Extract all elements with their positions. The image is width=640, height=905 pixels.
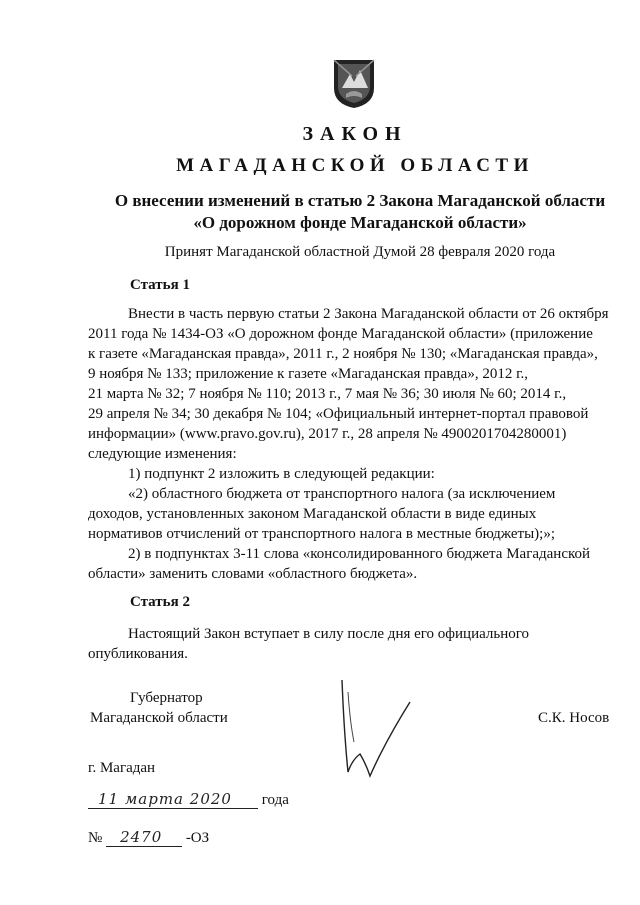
signatory-name: С.К. Носов	[538, 710, 610, 726]
article2-heading: Статья 2	[130, 594, 190, 610]
article2-paragraph	[88, 624, 611, 664]
text-line: 29 апреля № 34; 30 декабря № 104; «Официальный интернет-портал правовой	[88, 406, 589, 422]
text-line: следующие изменения:	[88, 446, 237, 462]
text-line: информации» (www.pravo.gov.ru), 2017 г., 28 апреля № 4900201704280001)	[88, 426, 567, 442]
signatory-region: Магаданской области	[90, 710, 228, 726]
item1-text	[88, 484, 611, 544]
text-line: Внести в часть первую статьи 2 Закона Магаданской области от 26 октября	[128, 306, 609, 322]
handwritten-signature	[330, 672, 430, 787]
signatory-position: Губернатор	[130, 690, 203, 706]
law-subject-line: О внесении изменений в статью 2 Закона Магаданской области	[114, 191, 606, 210]
law-subject	[80, 190, 640, 234]
date-suffix: года	[261, 792, 289, 808]
text-line: нормативов отчислений от транспортного налога в местные бюджеты);»;	[88, 526, 555, 542]
number-prefix: №	[88, 830, 103, 846]
text-line: 2) в подпунктах 3-11 слова «консолидированного бюджета Магаданской	[128, 546, 591, 562]
signing-date	[88, 790, 289, 809]
article1-paragraph	[88, 304, 611, 464]
number-suffix: -ОЗ	[185, 830, 210, 846]
handwritten-number: 2470	[106, 828, 182, 847]
text-line: 9 ноября № 133; приложение к газете «Магаданская правда», 2012 г.,	[88, 366, 529, 382]
article1-heading: Статья 1	[130, 277, 190, 293]
item1-intro: 1) подпункт 2 изложить в следующей редакции:	[128, 466, 435, 482]
text-line: Настоящий Закон вступает в силу после дня его официального	[128, 626, 530, 642]
text-line: «2) областного бюджета от транспортного налога (за исключением	[128, 486, 556, 502]
text-line: 2011 года № 1434-ОЗ «О дорожном фонде Магаданской области» (приложение	[88, 326, 593, 342]
law-subject-line: «О дорожном фонде Магаданской области»	[193, 213, 527, 232]
handwritten-date: 11 марта 2020	[88, 790, 258, 809]
adoption-note: Принят Магаданской областной Думой 28 февраля 2020 года	[164, 244, 556, 260]
law-number	[88, 828, 209, 847]
city: г. Магадан	[88, 760, 156, 776]
text-line: области» заменить словами «областного бюджета».	[88, 566, 418, 582]
document-type-title: ЗАКОН	[302, 123, 408, 145]
text-line: опубликования.	[88, 646, 188, 662]
text-line: к газете «Магаданская правда», 2011 г., 2 ноября № 130; «Магаданская правда»,	[88, 346, 598, 362]
text-line: доходов, установленных законом Магаданской области в виде единых	[88, 506, 537, 522]
coat-of-arms-icon	[332, 58, 376, 110]
item2-text	[88, 544, 611, 584]
region-title: МАГАДАНСКОЙ ОБЛАСТИ	[176, 155, 534, 176]
text-line: 21 марта № 32; 7 ноября № 110; 2013 г., 7 мая № 36; 30 июля № 60; 2014 г.,	[88, 386, 567, 402]
